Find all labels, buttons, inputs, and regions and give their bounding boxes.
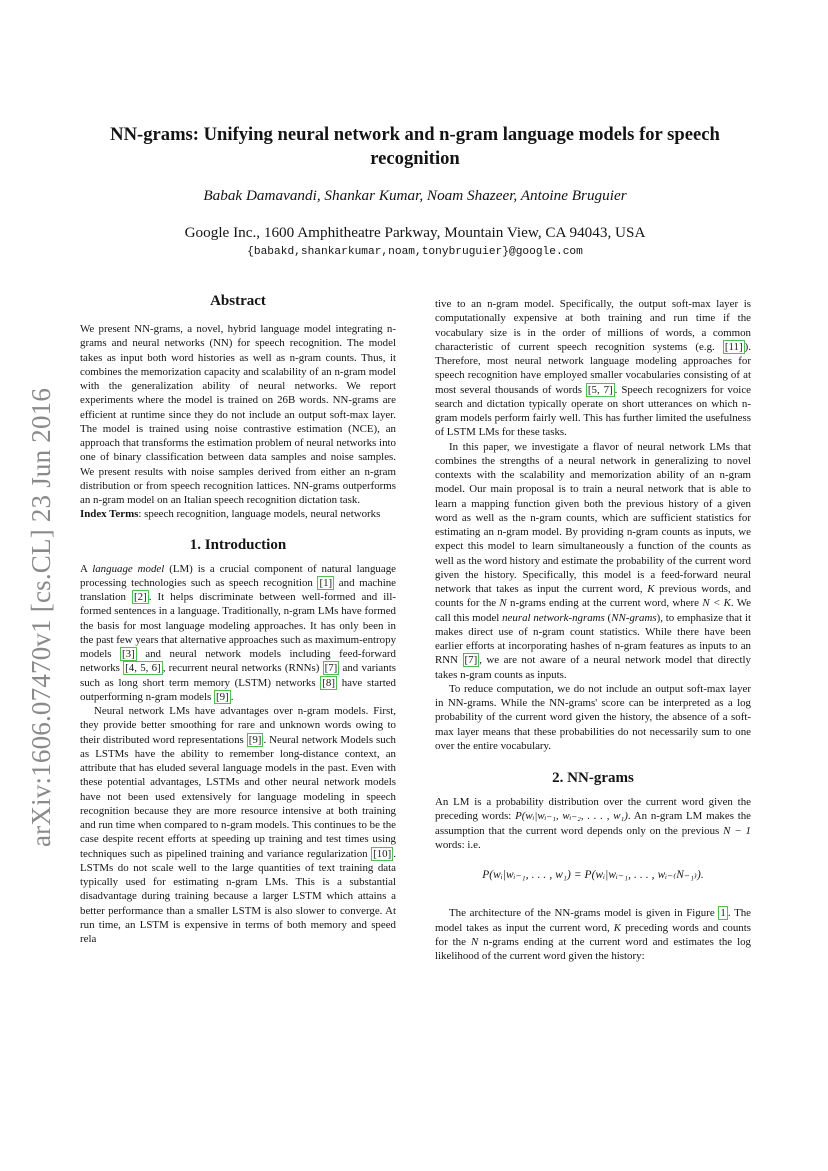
citation-link[interactable]: [1] (319, 576, 333, 589)
left-column (80, 291, 396, 946)
index-terms-label: Index Terms (80, 508, 139, 521)
intro-paragraph-1: A language model (LM) is a crucial component of natural language processing technologies such as speech recognition [1] and machine translation [2] . It helps discriminate between well-formed and ill-formed sentences in a language. Traditionally, n-gram LMs have formed the basis for most language modeling approaches. It has only been in the past few years that alternative approaches such as maximum-entropy models [3] and neural network models including feed-forward networks [4, 5, 6] , recurrent neural networks (RNNs) [7] and variants such as long short term memory (LSTM) networks [8] have started outperforming n-gram models [9] . (80, 562, 397, 703)
arxiv-identifier: arXiv:1606.07470v1 [cs.CL] 23 Jun 2016 (26, 387, 56, 847)
citation-link[interactable]: [8] (322, 676, 335, 689)
section-2-paragraph-2: The architecture of the NN-grams model is given in Figure 1 . The model takes as input the current word, K preceding words and counts for the N n-grams ending at the current word and estimates the log likelihood of the current word given the history: (435, 907, 751, 962)
intro-paragraph-2: Neural network LMs have advantages over n-gram models. First, they provide better smoothing for rare and unknown words owing to their distributed word representations [9] . Neural network Models such as LSTMs have the ability to remember long-distance context, an attribute that has eluded several language models in the past. Even with these potential advantages, LSTMs and other neural network models have not been used extensively for language modeling in speech recognition because they are more resource intensive at both training and run time when compared to n-gram models. This continues to be the case despite recent efforts at speeding up training and test times using techniques such as pipelined training and variance regularization [10] . LSTMs do not scale well to the large quantities of text training data typically used for estimating n-gram LMs. This is a substantial disadvantage during training because a larger LSTM which attains a better performance than a smaller LSTM is also slower to converge. At run time, an LSTM is expensive in terms of both memory and speed rela (80, 705, 396, 945)
citation-link[interactable]: [2] (134, 591, 147, 603)
author-emails: {babakd,shankarkumar,noam,tonybruguier}@google.com (247, 246, 583, 258)
author-list: Babak Damavandi, Shankar Kumar, Noam Shazeer, Antoine Bruguier (203, 187, 627, 204)
citation-link[interactable]: [9] (248, 733, 262, 746)
affiliation: Google Inc., 1600 Amphitheatre Parkway, Mountain View, CA 94043, USA (184, 224, 646, 241)
section-2-heading: 2. NN-grams (552, 770, 634, 786)
abstract-heading: Abstract (210, 293, 266, 309)
intro-paragraph-3: tive to an n-gram model. Specifically, the output soft-max layer is computationally expensive at both training and run time if the vocabulary size is in the order of millions of words, a common characteristic of current speech recognition systems (e.g. [11] ). Therefore, most neural network language modeling approaches for speech recognition have employed smaller vocabularies consisting of at most several thousands of words [5, 7] . Speech recognizers for voice search and dictation typically operate on short utterances on which n-gram models perform fairly well. This has further limited the usefulness of LSTM LMs for these tasks. (435, 298, 751, 439)
citation-link[interactable]: [3] (122, 648, 135, 660)
citation-link[interactable]: [10] (373, 847, 392, 860)
section-2-paragraph-1: An LM is a probability distribution over the current word given the preceding words: P(wᵢ|wᵢ₋₁, wᵢ₋₂, . . . , w₁). An n-gram LM makes the assumption that the current word depends only on the previous N − 1 words: i.e. (435, 796, 751, 851)
index-terms (80, 507, 396, 521)
citation-link[interactable]: [4, 5, 6] (125, 662, 161, 675)
citation-link[interactable]: [9] (216, 690, 229, 703)
citation-link[interactable]: [7] (324, 662, 338, 675)
ngram-equation: P(wᵢ|wᵢ₋₁, . . . , w₁) = P(wᵢ|wᵢ₋₁, . . . , wᵢ₋₍N₋₁₎). (482, 869, 704, 881)
index-terms-text: : speech recognition, language models, neural networks (138, 508, 381, 521)
citation-link[interactable]: [11] (724, 340, 743, 353)
paper-title: NN-grams: Unifying neural network and n-gram language models for speech recognition (110, 124, 720, 169)
citation-link[interactable]: [7] (464, 654, 478, 667)
right-column (435, 297, 751, 963)
intro-heading: 1. Introduction (189, 536, 287, 553)
abstract-text: We present NN-grams, a novel, hybrid language model integrating n-grams and neural networks (NN) for speech recognition. The model takes as input both word histories as well as n-gram counts. Thus, it combines the memorization capacity and scalability of an n-gram model with the generalization ability of neural networks. We report experiments where the model is trained on 26B words. NN-grams are efficient at runtime since they do not include an output soft-max layer. The model is trained using noise contrastive estimation (NCE), an approach that transforms the estimation problem of neural networks into one of binary classification between data samples and noise samples. We present results with noise samples derived from either an n-gram distribution or from speech recognition lattices. NN-grams outperforms an n-gram model on an Italian speech recognition dictation task. (80, 323, 396, 506)
intro-paragraph-4: In this paper, we investigate a flavor of neural network LMs that combines the strengths of a neural network in generalizing to novel contexts with the scalability and memorization ability of an n-gram model. Our main proposal is to train a neural network that is able to learn a mapping function given both the previous history of a given word as well as the n-gram counts, which are sufficient statistics for estimating an n-gram model. By providing n-gram counts as inputs, we expect this model to learn simultaneously a function of the counts as well as the word history and estimate the probability of the current word given the history. Specifically, this model is a feed-forward neural network that takes as input the current word, K previous words, and counts for the N n-grams ending at the current word, where N < K. We call this model neural network-ngrams (NN-grams), to emphasize that it makes direct use of n-gram count statistics. While there have been earlier efforts at incorporating hashes of n-gram features as inputs to an RNN [7] , we are not aware of a neural network model that directly takes n-gram counts as inputs. (435, 440, 752, 681)
intro-paragraph-5: To reduce computation, we do not include an output soft-max layer in NN-grams. While the NN-grams' score can be interpreted as a log probability of the current word given the history, the absence of a soft-max layer means that these probabilities do not necessarily sum to one over the entire vocabulary. (435, 682, 751, 752)
citation-link[interactable]: [5, 7] (587, 383, 613, 396)
figure-link[interactable]: 1 (720, 907, 726, 920)
